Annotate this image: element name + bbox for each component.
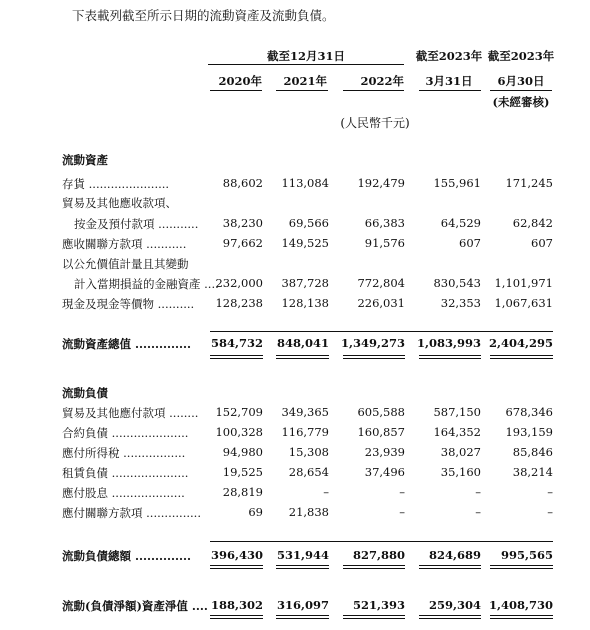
row-label — [62, 425, 188, 441]
assets-title: 流動資產 — [62, 153, 108, 167]
value-cell: 1,067,631 — [494, 296, 553, 310]
value-cell: 94,980 — [222, 445, 263, 459]
value-cell: 64,529 — [440, 216, 481, 230]
liab-total-dbl-2021 — [276, 565, 329, 569]
leader-dots: .............. — [131, 337, 192, 351]
value-cell: – — [323, 485, 329, 499]
row-label-text: 應收關聯方款項 — [62, 237, 143, 251]
value-cell: 116,779 — [281, 425, 329, 439]
value-cell: 171,245 — [505, 176, 553, 190]
value-cell: 226,031 — [357, 296, 405, 310]
value-cell: 149,525 — [281, 236, 329, 250]
header-unaudited: (未經審核) — [492, 95, 550, 109]
value-cell: – — [399, 505, 405, 519]
row-label — [74, 216, 198, 232]
leader-dots: .... — [200, 277, 219, 291]
value-cell: 607 — [531, 236, 553, 250]
value-cell: 387,728 — [281, 276, 329, 290]
value-cell: 827,880 — [352, 548, 405, 562]
value-cell: 155,961 — [433, 176, 481, 190]
value-cell: 28,654 — [288, 465, 329, 479]
value-cell: 38,230 — [222, 216, 263, 230]
row-label-text: 應付關聯方款項 — [62, 506, 143, 520]
assets-total-dbl-mar — [419, 355, 481, 359]
leader-dots: .................... — [108, 486, 185, 500]
value-cell: 21,838 — [288, 505, 329, 519]
liab-total-dbl-2020 — [210, 565, 263, 569]
net-dbl-jun — [490, 615, 553, 619]
value-cell: 164,352 — [433, 425, 481, 439]
liab-total-label: 流動負債總額 — [62, 549, 131, 563]
header-rule-jun — [490, 90, 552, 91]
leader-dots: .......... — [154, 297, 195, 311]
value-cell: 15,308 — [288, 445, 329, 459]
value-cell: – — [475, 485, 481, 499]
value-cell: 678,346 — [505, 405, 553, 419]
row-label — [62, 296, 194, 312]
header-mar-top: 截至2023年 — [415, 49, 483, 63]
value-cell: 62,842 — [512, 216, 553, 230]
value-cell: 152,709 — [215, 405, 263, 419]
value-cell: 97,662 — [222, 236, 263, 250]
leader-dots: ................. — [119, 446, 186, 460]
value-cell: 772,804 — [357, 276, 405, 290]
row-label — [62, 505, 201, 521]
value-cell: 69,566 — [288, 216, 329, 230]
leader-dots: ..................... — [108, 426, 189, 440]
row-label-text: 合約負債 — [62, 426, 108, 440]
value-cell: 607 — [459, 236, 481, 250]
row-label — [62, 405, 198, 421]
value-cell: 91,576 — [364, 236, 405, 250]
row-label-text: 以公允價值計量且其變動 — [62, 257, 189, 271]
header-jun-top: 截至2023年 — [487, 49, 555, 63]
value-cell: 1,349,273 — [340, 336, 405, 350]
net-dbl-2021 — [276, 615, 329, 619]
value-cell: 848,041 — [276, 336, 329, 350]
value-cell: 28,819 — [222, 485, 263, 499]
leader-dots: ........ — [165, 406, 199, 420]
header-group-rule — [208, 64, 404, 65]
net-dbl-mar — [419, 615, 481, 619]
leader-dots: ........... — [154, 217, 199, 231]
assets-total-dbl-2022 — [343, 355, 405, 359]
leader-dots: ...................... — [85, 177, 170, 191]
value-cell: 35,160 — [440, 465, 481, 479]
row-label — [62, 445, 185, 461]
value-cell: 1,083,993 — [416, 336, 481, 350]
value-cell: 259,304 — [428, 598, 481, 612]
header-group-label: 截至12月31日 — [266, 49, 345, 63]
row-label-text: 租賃負債 — [62, 466, 108, 480]
intro-text: 下表載列截至所示日期的流動資產及流動負債。 — [72, 8, 335, 23]
header-rule-2021 — [276, 90, 328, 91]
value-cell: 995,565 — [500, 548, 553, 562]
value-cell: 584,732 — [210, 336, 263, 350]
value-cell: 192,479 — [357, 176, 405, 190]
value-cell: 69 — [248, 505, 263, 519]
value-cell: 66,383 — [364, 216, 405, 230]
value-cell: 396,430 — [210, 548, 263, 562]
net-dbl-2022 — [343, 615, 405, 619]
row-label — [62, 236, 186, 252]
leader-dots: ........... — [142, 237, 187, 251]
value-cell: 85,846 — [512, 445, 553, 459]
value-cell: 349,365 — [281, 405, 329, 419]
row-label-text: 貿易及其他應付款項 — [62, 406, 166, 420]
header-rule-2020 — [210, 90, 262, 91]
leader-dots: ..................... — [108, 466, 189, 480]
header-unit: (人民幣千元) — [340, 116, 410, 130]
value-cell: 1,408,730 — [488, 598, 553, 612]
value-cell: 1,101,971 — [494, 276, 553, 290]
assets-total-top-rule — [210, 331, 553, 332]
row-label — [62, 176, 169, 192]
value-cell: 128,238 — [215, 296, 263, 310]
liab-total-top-rule — [210, 541, 553, 542]
value-cell: 521,393 — [352, 598, 405, 612]
value-cell: 88,602 — [222, 176, 263, 190]
value-cell: 605,588 — [357, 405, 405, 419]
row-label-text: 計入當期損益的金融資產 — [74, 277, 201, 291]
value-cell: 824,689 — [428, 548, 481, 562]
value-cell: 316,097 — [276, 598, 329, 612]
value-cell: 38,214 — [512, 465, 553, 479]
value-cell: 113,084 — [281, 176, 329, 190]
row-label-top — [62, 256, 189, 272]
liab-total-dbl-2022 — [343, 565, 405, 569]
value-cell: 531,944 — [276, 548, 329, 562]
value-cell: 193,159 — [505, 425, 553, 439]
header-year-2022: 2022年 — [360, 74, 404, 88]
value-cell: 23,939 — [364, 445, 405, 459]
row-label-text: 按金及預付款項 — [74, 217, 155, 231]
assets-total-label: 流動資產總值 — [62, 337, 131, 351]
net-label: 流動(負債淨額)資產淨值 — [62, 599, 188, 613]
value-cell: 37,496 — [364, 465, 405, 479]
leader-dots: ............... — [142, 506, 201, 520]
header-jun-bottom: 6月30日 — [497, 74, 545, 88]
row-label-text: 應付股息 — [62, 486, 108, 500]
value-cell: – — [547, 505, 553, 519]
liab-total-dbl-mar — [419, 565, 481, 569]
header-rule-mar — [419, 90, 481, 91]
value-cell: – — [475, 505, 481, 519]
row-label — [62, 465, 188, 481]
value-cell: 188,302 — [210, 598, 263, 612]
value-cell: 830,543 — [433, 276, 481, 290]
value-cell: – — [399, 485, 405, 499]
liabilities-title: 流動負債 — [62, 386, 108, 400]
value-cell: 160,857 — [357, 425, 405, 439]
row-label-top — [62, 195, 177, 211]
header-year-2020: 2020年 — [218, 74, 262, 88]
leader-dots: .............. — [131, 549, 192, 563]
row-label — [62, 485, 185, 501]
net-dbl-2020 — [210, 615, 263, 619]
row-label-text: 存貨 — [62, 177, 85, 191]
assets-total-dbl-jun — [490, 355, 553, 359]
row-label-text: 應付所得稅 — [62, 446, 120, 460]
row-label-text: 現金及現金等價物 — [62, 297, 154, 311]
value-cell: 32,353 — [440, 296, 481, 310]
value-cell: 2,404,295 — [488, 336, 553, 350]
value-cell: 587,150 — [433, 405, 481, 419]
leader-dots: .... — [187, 599, 208, 613]
value-cell: 100,328 — [215, 425, 263, 439]
assets-total-dbl-2021 — [276, 355, 329, 359]
header-year-2021: 2021年 — [283, 74, 327, 88]
value-cell: – — [547, 485, 553, 499]
value-cell: 232,000 — [215, 276, 263, 290]
value-cell: 19,525 — [222, 465, 263, 479]
header-mar-bottom: 3月31日 — [425, 74, 473, 88]
header-rule-2022 — [343, 90, 404, 91]
row-label-text: 貿易及其他應收款項、 — [62, 196, 177, 210]
value-cell: 128,138 — [281, 296, 329, 310]
assets-total-dbl-2020 — [210, 355, 263, 359]
liab-total-dbl-jun — [490, 565, 553, 569]
value-cell: 38,027 — [440, 445, 481, 459]
